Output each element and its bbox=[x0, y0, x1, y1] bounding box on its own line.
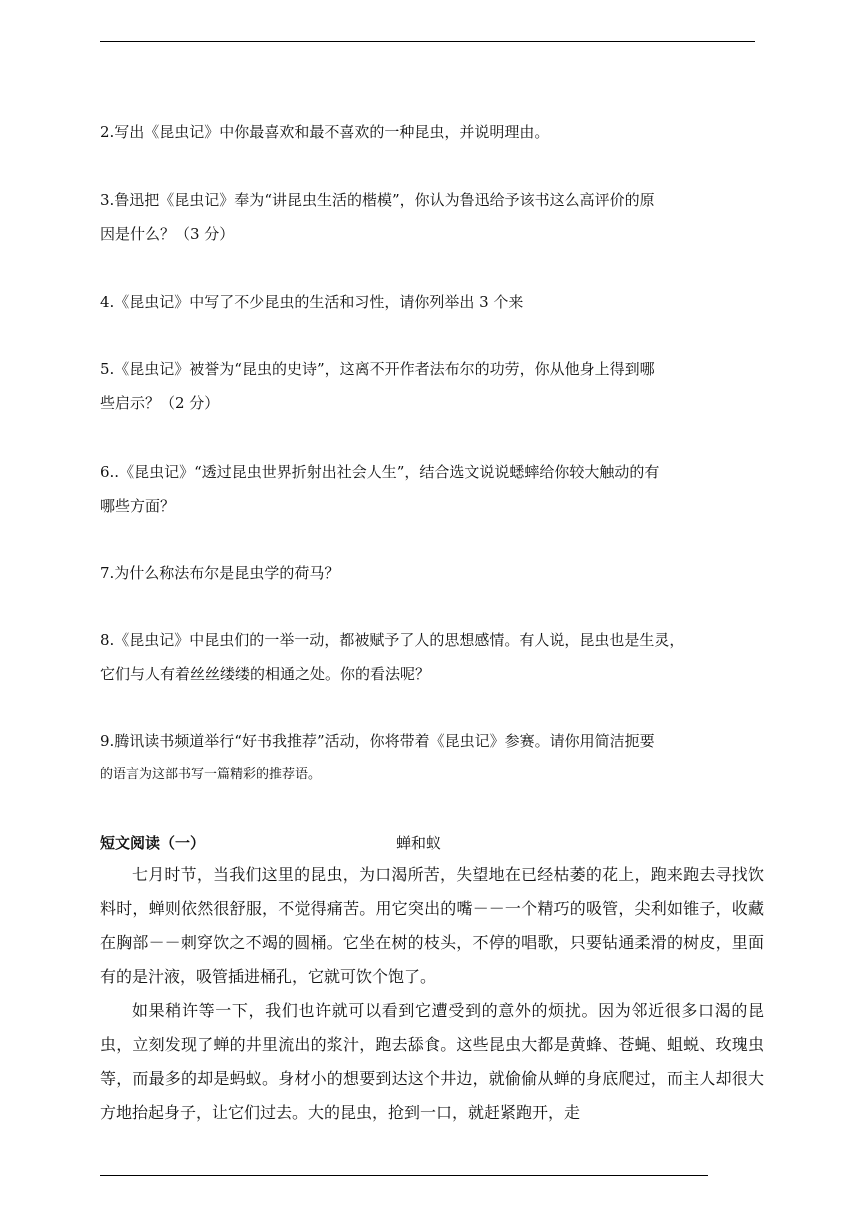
question-line: 些启示？（2 分） bbox=[100, 394, 220, 412]
question-3 bbox=[100, 183, 760, 251]
question-5 bbox=[100, 352, 760, 420]
question-line: 7.为什么称法布尔是昆虫学的荷马？ bbox=[100, 564, 340, 582]
question-2 bbox=[100, 115, 760, 149]
question-line: 的语言为这部书写一篇精彩的推荐语。 bbox=[100, 767, 322, 782]
question-line: 5.《昆虫记》被誉为“昆虫的史诗”，这离不开作者法布尔的功劳，你从他身上得到哪 bbox=[100, 360, 655, 378]
passage-title: 蝉和蚁 bbox=[396, 834, 442, 852]
question-4 bbox=[100, 285, 760, 319]
question-9 bbox=[100, 724, 760, 792]
question-line: 2.写出《昆虫记》中你最喜欢和最不喜欢的一种昆虫，并说明理由。 bbox=[100, 123, 550, 141]
question-line: 6..《昆虫记》“透过昆虫世界折射出社会人生”，结合选文说说蟋蟀给你较大触动的有 bbox=[100, 463, 660, 481]
question-line: 哪些方面？ bbox=[100, 497, 176, 515]
question-8 bbox=[100, 623, 760, 691]
question-6 bbox=[100, 455, 760, 523]
question-line: 8.《昆虫记》中昆虫们的一举一动，都被赋予了人的思想感情。有人说，昆虫也是生灵， bbox=[100, 631, 685, 649]
question-line: 因是什么？（3 分） bbox=[100, 225, 235, 243]
question-line: 4.《昆虫记》中写了不少昆虫的生活和习性，请你列举出 3 个来 bbox=[100, 293, 524, 311]
passage-paragraph: 七月时节，当我们这里的昆虫，为口渴所苦，失望地在已经枯萎的花上，跑来跑去寻找饮料时，蝉则依然很舒服，不觉得痛苦。用它突出的嘴－－一个精巧的吸管，尖利如锥子，收藏在胸部－－刺穿饮之不竭的圆桶。它坐在树的枝头，不停的唱歌，只要钻通柔滑的树皮，里面有的是汁液，吸管插进桶孔，它就可饮个饱了。 bbox=[100, 865, 764, 986]
passage-paragraph: 如果稍许等一下，我们也许就可以看到它遭受到的意外的烦扰。因为邻近很多口渴的昆虫，立刻发现了蝉的井里流出的浆汁，跑去舔食。这些昆虫大都是黄蜂、苍蝇、蛆蜕、玫瑰虫等，而最多的却是蚂蚁。身材小的想要到达这个井边，就偷偷从蝉的身底爬过，而主人却很大方地抬起身子，让它们过去。大的昆虫，抢到一口，就赶紧跑开，走 bbox=[100, 1001, 764, 1122]
question-line: 9.腾讯读书频道举行“好书我推荐”活动，你将带着《昆虫记》参赛。请你用简洁扼要 bbox=[100, 732, 655, 750]
header-rule bbox=[100, 41, 755, 42]
question-line: 3.鲁迅把《昆虫记》奉为“讲昆虫生活的楷模”，你认为鲁迅给予该书这么高评价的原 bbox=[100, 191, 655, 209]
section-heading bbox=[100, 830, 760, 856]
question-7 bbox=[100, 556, 760, 590]
footer-rule bbox=[100, 1175, 708, 1176]
section-label: 短文阅读（一） bbox=[100, 834, 206, 852]
question-line: 它们与人有着丝丝缕缕的相通之处。你的看法呢？ bbox=[100, 665, 431, 683]
